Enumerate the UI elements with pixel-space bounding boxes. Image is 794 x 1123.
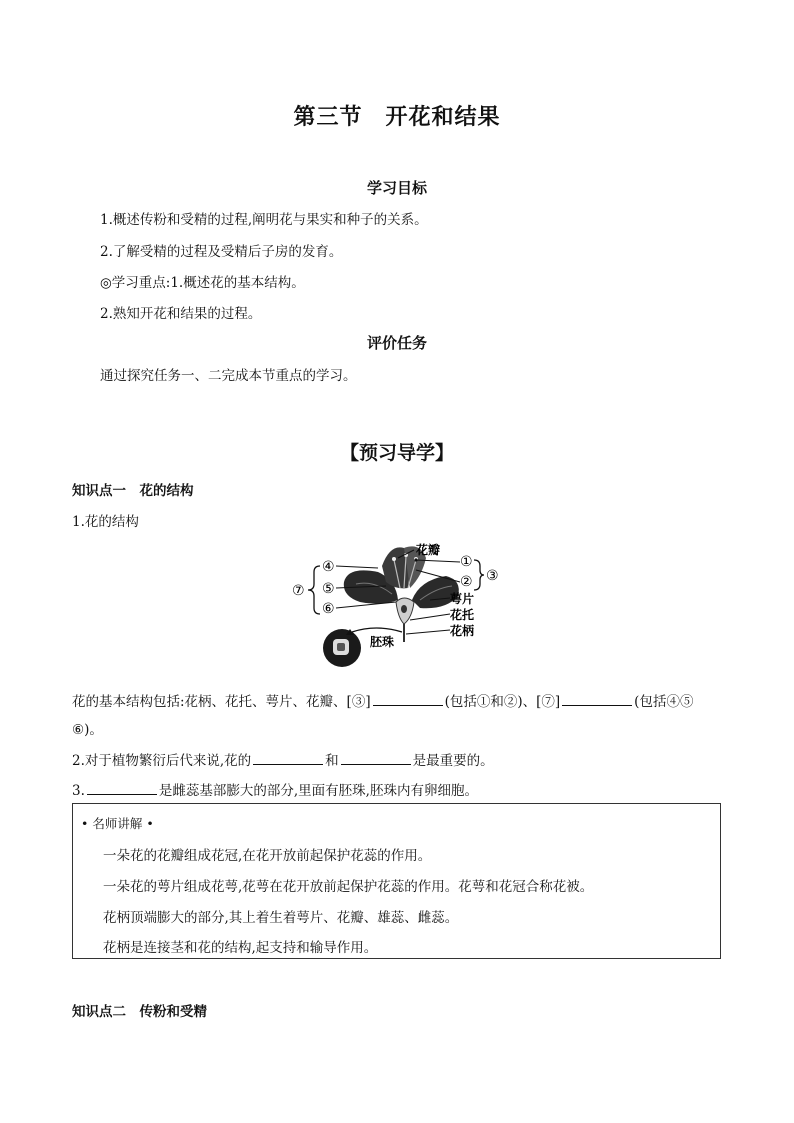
teacher-box-line-2: 一朵花的萼片组成花萼,花萼在花开放前起保护花蕊的作用。花萼和花冠合称花被。	[103, 879, 594, 895]
label-n2: ②	[460, 574, 473, 590]
key-point-1: ◎学习重点:1.概述花的基本结构。	[100, 275, 305, 291]
kp1-line1-part-b: (包括①和②)、[⑦]	[444, 694, 561, 710]
objective-2: 2.了解受精的过程及受精后子房的发育。	[100, 244, 343, 260]
label-pedicel: 花柄	[450, 624, 475, 638]
kp1-line3	[72, 779, 478, 799]
evaluation-text: 通过探究任务一、二完成本节重点的学习。	[100, 368, 357, 384]
label-n6: ⑥	[322, 601, 335, 617]
label-n4: ④	[322, 559, 335, 575]
kp1-line1-part-a: 花的基本结构包括:花柄、花托、萼片、花瓣、[③]	[72, 694, 371, 710]
teacher-box-line-1: 一朵花的花瓣组成花冠,在花开放前起保护花蕊的作用。	[103, 848, 432, 864]
label-n5: ⑤	[322, 581, 335, 597]
label-sepal: 萼片	[450, 592, 475, 606]
key-point-2: 2.熟知开花和结果的过程。	[100, 306, 262, 322]
teacher-box-line-4: 花柄是连接茎和花的结构,起支持和输导作用。	[103, 940, 378, 956]
answer-blank[interactable]	[87, 780, 157, 795]
answer-blank[interactable]	[373, 691, 443, 706]
kp1-line2-part-b: 和	[325, 753, 339, 769]
label-n3: ③	[486, 568, 499, 584]
objective-1: 1.概述传粉和受精的过程,阐明花与果实和种子的关系。	[100, 212, 428, 228]
answer-blank[interactable]	[253, 750, 323, 765]
teacher-box-title: • 名师讲解 •	[81, 816, 154, 831]
teacher-box-line-3: 花柄顶端膨大的部分,其上着生着萼片、花瓣、雄蕊、雌蕊。	[103, 910, 459, 926]
label-receptacle: 花托	[450, 608, 475, 622]
objectives-heading: 学习目标	[366, 179, 427, 197]
kp1-line2-part-c: 是最重要的。	[412, 753, 494, 769]
kp1-line1-cont: ⑥)。	[72, 722, 103, 738]
evaluation-heading: 评价任务	[366, 334, 427, 352]
label-petal: 花瓣	[416, 543, 441, 557]
kp1-sub1: 1.花的结构	[72, 514, 139, 530]
kp1-line1	[72, 690, 693, 710]
label-n1: ①	[460, 554, 473, 570]
kp1-line2-part-a: 2.对于植物繁衍后代来说,花的	[72, 753, 252, 769]
page-title: 第三节 开花和结果	[293, 105, 501, 130]
answer-blank[interactable]	[562, 691, 632, 706]
label-n7: ⑦	[292, 583, 305, 599]
kp2-heading: 知识点二 传粉和受精	[72, 1004, 207, 1020]
kp1-line3-part-a: 3.	[72, 783, 85, 799]
kp1-line1-part-c: (包括④⑤	[634, 694, 694, 710]
label-ovule: 胚珠	[370, 635, 395, 649]
kp1-line2	[72, 749, 494, 769]
kp1-heading: 知识点一 花的结构	[72, 483, 194, 499]
teacher-explanation-box	[72, 803, 721, 959]
preview-heading: 【预习导学】	[339, 442, 454, 464]
flower-structure-diagram	[286, 536, 516, 674]
kp1-line3-part-b: 是雌蕊基部膨大的部分,里面有胚珠,胚珠内有卵细胞。	[158, 783, 478, 799]
answer-blank[interactable]	[341, 750, 411, 765]
